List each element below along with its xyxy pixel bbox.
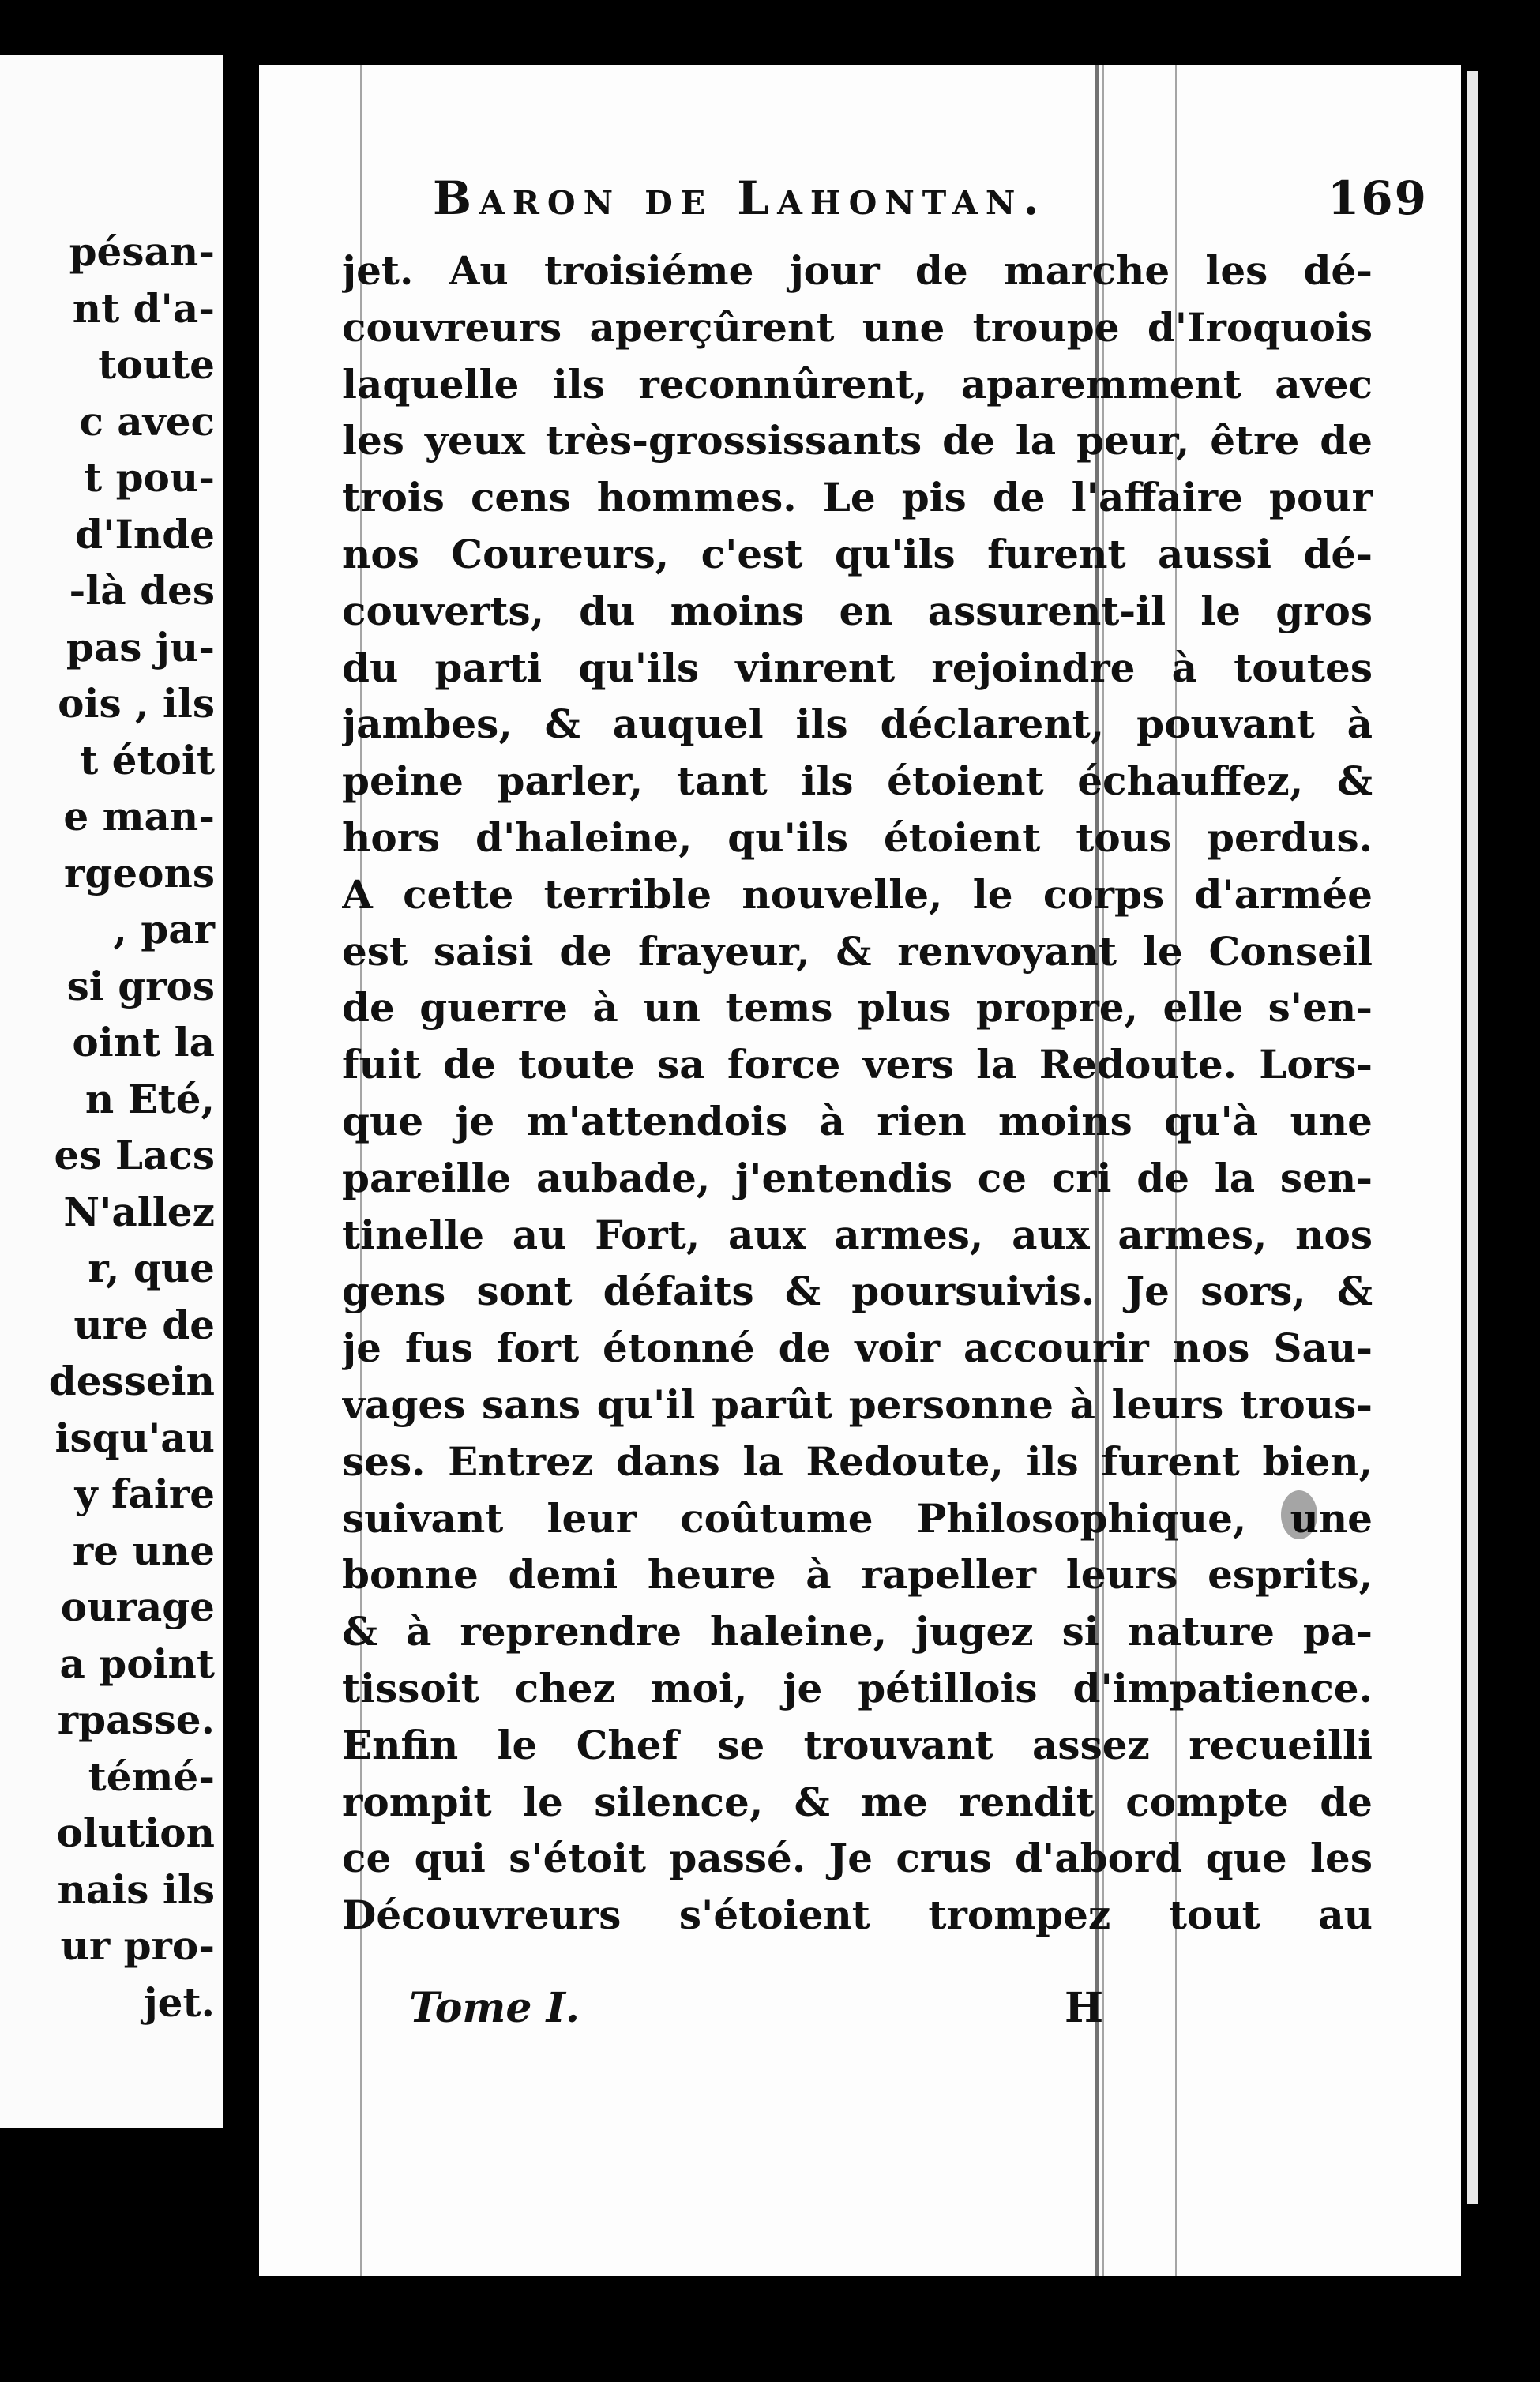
text-line: vages sans qu'il parût personne à leurs trous-	[342, 1381, 1373, 1428]
facing-page-line: toute	[98, 341, 215, 388]
text-line: pareille aubade, j'entendis ce cri de la sen-	[342, 1154, 1373, 1201]
page-edge	[1467, 71, 1478, 2204]
facing-page-line: t pou-	[84, 454, 215, 501]
text-line: les yeux très-grossissants de la peur, être de	[342, 417, 1373, 464]
text-line: fuit de toute sa force vers la Redoute. Lors-	[342, 1041, 1373, 1088]
facing-page-line: , par	[113, 906, 215, 952]
facing-page-line: t étoit	[80, 736, 215, 783]
text-line: & à reprendre haleine, jugez si nature pa-	[342, 1608, 1373, 1655]
text-line: jet. Au troisiéme jour de marche les dé-	[342, 247, 1373, 294]
facing-page-line: -là des	[69, 567, 215, 614]
facing-page-line: ure de	[73, 1301, 215, 1348]
book-gutter	[223, 55, 259, 2282]
text-line: laquelle ils reconnûrent, aparemment avec	[342, 360, 1373, 408]
running-header	[433, 171, 1428, 235]
text-line: tinelle au Fort, aux armes, aux armes, nos	[342, 1211, 1373, 1258]
facing-page-line: ourage	[60, 1584, 215, 1630]
facing-page-line: si gros	[66, 962, 215, 1009]
text-line: nos Coureurs, c'est qu'ils furent aussi dé-	[342, 530, 1373, 577]
facing-page-line: dessein	[48, 1358, 215, 1404]
facing-page-line: témé-	[88, 1753, 215, 1800]
facing-page-line: es Lacs	[54, 1132, 215, 1178]
text-line: suivant leur coûtume Philosophique, une	[342, 1494, 1373, 1542]
text-line: hors d'haleine, qu'ils étoient tous perdus.	[342, 813, 1373, 861]
text-line: jambes, & auquel ils déclarent, pouvant à	[342, 701, 1373, 748]
facing-page-line: N'allez	[63, 1188, 215, 1235]
ink-blot	[1281, 1490, 1317, 1539]
signature-mark: H	[1065, 1984, 1104, 2032]
facing-page-text	[49, 224, 215, 2031]
text-line: couverts, du moins en assurent-il le gros	[342, 587, 1373, 634]
volume-marker: Tome I.	[409, 1984, 580, 2032]
book-page	[259, 65, 1461, 2276]
facing-page-line: pas ju-	[66, 623, 215, 671]
facing-page-line: nt d'a-	[72, 284, 215, 332]
facing-page-line: n Eté,	[85, 1075, 215, 1122]
text-line: je fus fort étonné de voir accourir nos Sau-	[342, 1324, 1373, 1372]
text-line: Enfin le Chef se trouvant assez recueilli	[342, 1721, 1373, 1768]
text-line: peine parler, tant ils étoient échauffez, &	[342, 757, 1373, 805]
facing-page-line: r, que	[88, 1245, 215, 1291]
facing-page-line: c avec	[79, 397, 215, 445]
page-number: 169	[1327, 171, 1428, 225]
facing-page-line: nais ils	[57, 1865, 215, 1913]
facing-page-left	[0, 55, 223, 2128]
text-line: de guerre à un tems plus propre, elle s'en-	[342, 984, 1373, 1031]
facing-page-line: re une	[72, 1527, 215, 1574]
running-header-title: Baron de Lahontan.	[433, 171, 1047, 225]
facing-page-line: isqu'au	[54, 1414, 215, 1461]
text-line: du parti qu'ils vinrent rejoindre à toutes	[342, 644, 1373, 691]
facing-page-line: ur pro-	[60, 1922, 215, 1969]
scan-border-bottom	[0, 2281, 1540, 2382]
text-line: ce qui s'étoit passé. Je crus d'abord que les	[342, 1835, 1373, 1882]
facing-page-line: a point	[59, 1640, 215, 1687]
text-line: rompit le silence, & me rendit compte de	[342, 1778, 1373, 1825]
text-line: est saisi de frayeur, & renvoyant le Conseil	[342, 927, 1373, 975]
facing-page-line: d'Inde	[75, 510, 215, 558]
text-line: bonne demi heure à rapeller leurs esprits,	[342, 1551, 1373, 1599]
facing-page-line: rpasse.	[57, 1696, 215, 1743]
facing-page-line: olution	[56, 1809, 215, 1856]
text-line: trois cens hommes. Le pis de l'affaire pour	[342, 474, 1373, 521]
page-footer	[409, 1984, 1278, 2047]
text-line: ses. Entrez dans la Redoute, ils furent bien,	[342, 1437, 1373, 1485]
body-text	[342, 242, 1373, 1944]
facing-page-line: oint la	[72, 1019, 215, 1065]
facing-page-line: e man-	[63, 793, 215, 840]
facing-page-line: rgeons	[64, 849, 215, 896]
facing-page-line: y faire	[74, 1471, 215, 1517]
facing-page-line: jet.	[143, 1978, 215, 2026]
facing-page-line: pésan-	[69, 228, 215, 275]
text-line: A cette terrible nouvelle, le corps d'armée	[342, 870, 1373, 918]
facing-page-line: ois , ils	[58, 680, 215, 727]
text-line: gens sont défaits & poursuivis. Je sors, &	[342, 1268, 1373, 1315]
text-line: couvreurs aperçûrent une troupe d'Iroquois	[342, 303, 1373, 351]
text-line: que je m'attendois à rien moins qu'à une	[342, 1097, 1373, 1144]
scan-border-top	[0, 0, 1540, 55]
text-line: tissoit chez moi, je pétillois d'impatience.	[342, 1664, 1373, 1711]
text-line: Découvreurs s'étoient trompez tout au	[342, 1892, 1373, 1939]
